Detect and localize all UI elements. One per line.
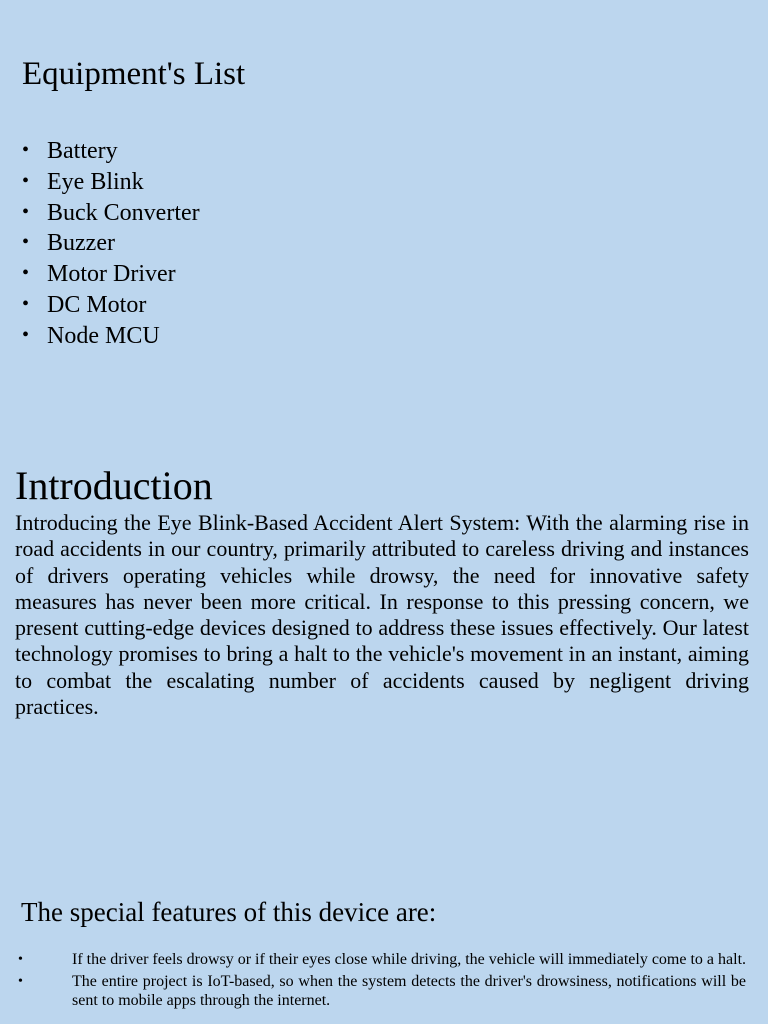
introduction-title: Introduction xyxy=(15,463,213,508)
introduction-paragraph: Introducing the Eye Blink-Based Accident Alert System: With the alarming rise in road accidents in our country, primarily attributed to careless driving and instances of drivers operating vehicles while drowsy, the need for innovative safety measures has never been more critical. In response to this pressing concern, we present cutting-edge devices designed to address these issues effectively. Our latest technology promises to bring a halt to the vehicle's movement in an instant, aiming to combat the escalating number of accidents caused by negligent driving practices. xyxy=(15,510,749,720)
equipment-item-battery: Battery xyxy=(47,138,118,164)
bullet-icon: • xyxy=(22,200,30,223)
bullet-icon: • xyxy=(22,323,30,346)
equipment-item-buck-converter: Buck Converter xyxy=(47,199,200,226)
equipment-list xyxy=(22,136,200,352)
equipment-item-eye-blink: Eye Blink xyxy=(47,168,144,195)
bullet-icon: • xyxy=(22,231,30,254)
list-item xyxy=(18,950,746,970)
equipment-item-dc-motor: DC Motor xyxy=(47,291,147,318)
list-item xyxy=(22,259,200,290)
bullet-icon: • xyxy=(22,262,30,285)
list-item xyxy=(22,290,200,321)
bullet-icon: • xyxy=(18,973,23,989)
bullet-icon: • xyxy=(22,169,30,192)
equipment-item-buzzer: Buzzer xyxy=(47,230,115,257)
feature-text-drowsy-halt: If the driver feels drowsy or if their eyes close while driving, the vehicle will immediately come to a halt. xyxy=(72,951,747,968)
list-item xyxy=(18,972,746,1011)
bullet-icon: • xyxy=(22,292,30,315)
feature-text-iot-notifications: The entire project is IoT-based, so when the system detects the driver's drowsiness, notifications will be sent to mobile apps through the internet. xyxy=(72,972,746,1009)
bullet-icon: • xyxy=(22,139,30,161)
features-title: The special features of this device are: xyxy=(21,897,437,927)
list-item xyxy=(22,136,200,167)
equipment-item-node-mcu: Node MCU xyxy=(47,322,160,349)
bullet-icon: • xyxy=(18,952,23,967)
equipment-list-title: Equipment's List xyxy=(22,56,246,92)
list-item xyxy=(22,321,200,352)
list-item xyxy=(22,198,200,229)
list-item xyxy=(22,167,200,198)
list-item xyxy=(22,228,200,259)
equipment-item-motor-driver: Motor Driver xyxy=(47,261,176,288)
features-list xyxy=(18,950,746,1013)
